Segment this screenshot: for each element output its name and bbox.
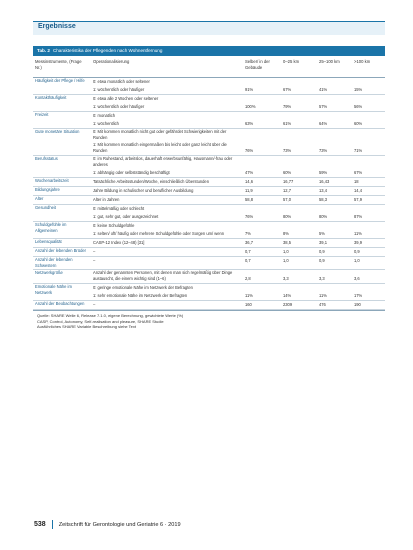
table-row [33, 95, 385, 112]
value-cell: 160 [245, 302, 252, 307]
table-row [33, 156, 385, 178]
column-header-25-100km: 25–100 km [319, 59, 340, 64]
row-label: Schuldgefühle im Allgemeinen [35, 222, 67, 233]
section-header-band [33, 21, 385, 35]
row-subrows [91, 78, 385, 94]
sub-row [91, 257, 385, 265]
operationalization-text: Anzahl der genannten Personen, mit denen man sich regelmäßig über Dinge austauscht, die einem wichtig sind (1–6) [93, 270, 233, 281]
value-cell: 58,3 [319, 197, 327, 202]
value-cell: 57,9 [354, 197, 362, 202]
value-cell: 3,6 [354, 276, 360, 281]
table-row [33, 248, 385, 257]
table-row [33, 257, 385, 270]
value-cell: 80% [283, 214, 292, 219]
value-cell: 11% [319, 293, 327, 298]
row-label: Anzahl der lebenden Schwestern [35, 257, 73, 268]
row-label: Gute monetäre Situation [35, 129, 80, 134]
table-row [33, 222, 385, 239]
value-cell: 76% [245, 148, 254, 153]
row-subrows [91, 129, 385, 155]
value-cell: 16,43 [319, 179, 330, 184]
table-row [33, 301, 385, 310]
row-label: Netzwerkgröße [35, 270, 63, 275]
value-cell: 39,9 [354, 240, 362, 245]
section-title: Ergebnisse [38, 23, 76, 30]
footnote-source: Quelle: SHARE Welle 6, Release 7.1.0, eigene Berechnung, gewichtete Werte (%) [37, 313, 184, 318]
value-cell: 14% [283, 293, 292, 298]
operationalization-text: – [93, 249, 96, 254]
sub-row [91, 205, 385, 213]
value-cell: 1,0 [283, 258, 289, 263]
table-column-header [33, 56, 385, 78]
operationalization-text: 0: etwa monatlich oder seltener [93, 79, 150, 84]
sub-row [91, 196, 385, 204]
row-subrows [91, 248, 385, 256]
value-cell: 79% [283, 104, 292, 109]
row-subrows [91, 205, 385, 221]
footer-separator [52, 520, 53, 529]
operationalization-text: – [93, 258, 96, 263]
operationalization-text: CASP-12 Index (12–48) [31] [93, 240, 145, 245]
row-label: Gesundheit [35, 205, 56, 210]
row-label: Emotionale Nähe im Netzwerk [35, 284, 72, 295]
sub-row [91, 120, 385, 128]
sub-row [91, 284, 385, 292]
row-subrows [91, 156, 385, 177]
value-cell: 100% [245, 104, 256, 109]
value-cell: 16,77 [283, 179, 294, 184]
value-cell: 14,4 [354, 188, 362, 193]
row-subrows [91, 222, 385, 238]
value-cell: 7% [245, 231, 251, 236]
sub-row [91, 169, 385, 177]
value-cell: 47% [245, 170, 254, 175]
value-cell: 58,8 [245, 197, 253, 202]
operationalization-text: – [93, 302, 96, 307]
table-row [33, 112, 385, 129]
row-subrows [91, 301, 385, 309]
row-label: Wochenarbeitszeit [35, 178, 69, 183]
operationalization-text: 0: etwa alle 2 Wochen oder seltener [93, 96, 159, 101]
row-subrows [91, 239, 385, 247]
value-cell: 0,7 [245, 258, 251, 263]
column-header-over-100km: >100 km [354, 59, 371, 64]
sub-row [91, 270, 385, 283]
operationalization-text: 0: geringe emotionale Nähe im Netzwerk der Befragten [93, 285, 193, 290]
row-label: Freizeit [35, 112, 49, 117]
row-label: Bildungsjahre [35, 187, 60, 192]
value-cell: 73% [319, 148, 328, 153]
value-cell: 39,1 [319, 240, 327, 245]
operationalization-text: 1: abhängig oder selbstständig beschäftigt [93, 170, 170, 175]
sub-row [91, 292, 385, 300]
operationalization-text: 1: wöchentlich oder häufiger [93, 87, 145, 92]
value-cell: 3,3 [283, 276, 289, 281]
value-cell: 61% [283, 121, 292, 126]
value-cell: 36,7 [245, 240, 253, 245]
row-label: Anzahl der Beobachtungen [35, 301, 85, 306]
value-cell: 11% [354, 231, 362, 236]
value-cell: 57% [319, 104, 328, 109]
operationalization-text: 0: mittelmäßig oder schlecht [93, 206, 145, 211]
value-cell: 13,4 [319, 188, 327, 193]
value-cell: 57,0 [283, 197, 291, 202]
row-subrows [91, 187, 385, 195]
sub-row [91, 86, 385, 94]
sub-row [91, 301, 385, 309]
value-cell: 60% [354, 121, 363, 126]
value-cell: 0,9 [354, 249, 360, 254]
value-cell: 41% [319, 87, 328, 92]
value-cell: 60% [283, 170, 292, 175]
operationalization-text: 0: im Ruhestand, arbeitslos, dauerhaft erwerbsunfähig, Hausmann/-frau oder anderes [93, 156, 233, 167]
operationalization-text: Tatsächliche Arbeitsstunden/Woche, einschließlich Überstunden [93, 179, 209, 184]
footnote-variables: Ausführliches SHARE Variable Beschreibung siehe Text [37, 324, 137, 329]
value-cell: 8% [283, 231, 289, 236]
table-caption [33, 46, 385, 56]
value-cell: 14,6 [245, 179, 253, 184]
sub-row [91, 187, 385, 195]
table-caption-label: Tab. 2 [37, 48, 50, 53]
row-subrows [91, 270, 385, 283]
journal-name: Zeitschrift für Gerontologie und Geriatrie 6 · 2019 [58, 521, 181, 528]
value-cell: 87% [354, 214, 363, 219]
row-label: Anzahl der lebenden Brüder [35, 248, 86, 253]
page-number: 538 [34, 521, 46, 528]
value-cell: 91% [245, 87, 254, 92]
footnote-casp: CASP, Control, Autonomy, Self-realisation and pleasure, SHARE Studie [37, 318, 164, 324]
value-cell: 64% [319, 121, 328, 126]
value-cell: 17% [354, 293, 363, 298]
row-subrows [91, 112, 385, 128]
table-row [33, 270, 385, 284]
table-row [33, 205, 385, 222]
row-label: Alter [35, 196, 44, 201]
row-label: Lebensqualität [35, 239, 62, 244]
page-footer [34, 520, 181, 529]
row-label: Berufsstatus [35, 156, 58, 161]
row-label: Häufigkeit der Pflege / Hilfe [35, 78, 85, 83]
value-cell: 12,7 [283, 188, 291, 193]
value-cell: 76% [245, 214, 254, 219]
row-subrows [91, 196, 385, 204]
operationalization-text: 1: Mit kommen monatlich eingermaßen bis leicht oder ganz leicht über die Runden [93, 142, 227, 153]
sub-row [91, 222, 385, 230]
value-cell: 63% [245, 121, 254, 126]
column-header-0-25km: 0–25 km [283, 59, 300, 64]
sub-row [91, 129, 385, 142]
column-header-operationalization: Operationalisierung [93, 59, 130, 64]
value-cell: 67% [283, 87, 292, 92]
value-cell: 73% [283, 148, 292, 153]
sub-row [91, 213, 385, 221]
operationalization-text: 1: wöchentlich oder häufiger [93, 104, 145, 109]
table-caption-text: Charakteristika der Pflegenden nach Wohnentfernung [52, 48, 163, 53]
table-row [33, 187, 385, 196]
row-subrows [91, 257, 385, 269]
operationalization-text: 0: Mit kommen monatlich nicht gut oder gefährdet Schwierigkeiten mit der Runden [93, 129, 227, 140]
value-cell: 3,3 [319, 276, 325, 281]
row-subrows [91, 178, 385, 186]
value-cell: 2,8 [245, 276, 251, 281]
operationalization-text: Jahre Bildung in schulischer und beruflicher Ausbildung [93, 188, 194, 193]
value-cell: 11% [245, 293, 253, 298]
value-cell: 18 [354, 179, 359, 184]
row-subrows [91, 95, 385, 111]
sub-row [91, 112, 385, 120]
table-row [33, 284, 385, 301]
value-cell: 56% [354, 104, 363, 109]
operationalization-text: 1: selten/ oft/ häufig oder mehrere Schuldgefühle oder Sorgen um/ wenn [93, 231, 225, 236]
operationalization-text: 0: monatlich [93, 113, 116, 118]
sub-row [91, 178, 385, 186]
value-cell: 59% [319, 170, 328, 175]
value-cell: 71% [354, 148, 363, 153]
table-footnotes [33, 310, 385, 330]
column-header-instrument: Messinstrumente, (Frage Nr.) [35, 59, 82, 70]
value-cell: 0,7 [245, 249, 251, 254]
data-table [33, 46, 385, 330]
value-cell: 5% [319, 231, 325, 236]
value-cell: 0,9 [319, 258, 325, 263]
operationalization-text: 0: keine Schuldgefühle [93, 223, 135, 228]
value-cell: 1,0 [283, 249, 289, 254]
row-subrows [91, 284, 385, 300]
sub-row [91, 156, 385, 169]
value-cell: 2309 [283, 302, 293, 307]
value-cell: 38,5 [283, 240, 291, 245]
sub-row [91, 78, 385, 86]
value-cell: 15% [354, 87, 363, 92]
row-label: Kontakthäufigkeit [35, 95, 67, 100]
value-cell: 476 [319, 302, 326, 307]
table-row [33, 196, 385, 205]
table-body [33, 78, 385, 310]
operationalization-text: Alter in Jahren [93, 197, 120, 202]
table-row [33, 178, 385, 187]
value-cell: 0,9 [319, 249, 325, 254]
value-cell: 190 [354, 302, 361, 307]
table-row [33, 239, 385, 248]
column-header-same-building: Selber/ in der Gebäude [245, 59, 270, 70]
sub-row [91, 239, 385, 247]
table-row [33, 78, 385, 95]
sub-row [91, 95, 385, 103]
value-cell: 1,0 [354, 258, 360, 263]
sub-row [91, 103, 385, 111]
value-cell: 67% [354, 170, 363, 175]
sub-row [91, 142, 385, 155]
value-cell: 80% [319, 214, 328, 219]
operationalization-text: 1: sehr emotionale Nähe im Netzwerk der Befragten [93, 293, 188, 298]
table-row [33, 129, 385, 156]
sub-row [91, 230, 385, 238]
value-cell: 11,9 [245, 188, 253, 193]
sub-row [91, 248, 385, 256]
operationalization-text: 1: gut, sehr gut, oder ausgezeichnet [93, 214, 159, 219]
operationalization-text: 1: wöchentlich [93, 121, 119, 126]
